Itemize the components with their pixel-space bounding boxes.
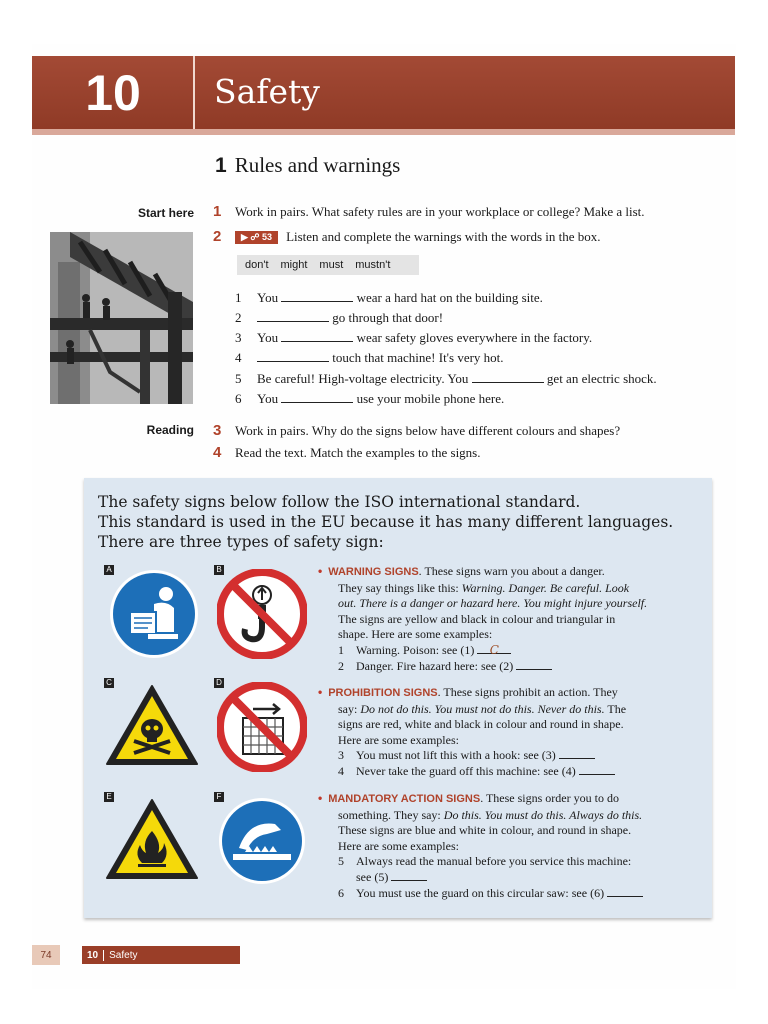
question-text: Read the text. Match the examples to the signs.	[235, 445, 481, 460]
answer-blank[interactable]	[257, 351, 329, 362]
question-number: 1	[213, 203, 222, 220]
exercise-text-after: wear a hard hat on the building site.	[356, 290, 543, 305]
answer-blank[interactable]	[281, 331, 353, 342]
paragraph-text: . These signs order you to do	[480, 791, 619, 805]
word-box-item: don't	[245, 259, 269, 271]
footer-chapter-title: Safety	[109, 949, 138, 961]
answer-blank[interactable]	[516, 659, 552, 670]
example-text: You must not lift this with a hook: see (3)	[356, 748, 556, 763]
reading-intro	[98, 492, 673, 552]
paragraph-text: . These signs prohibit an action. They	[437, 685, 618, 699]
example-text: Warning. Poison: see (1)	[356, 642, 475, 657]
answer-blank[interactable]	[472, 372, 544, 383]
example-text: Danger. Fire hazard here: see (2)	[356, 658, 514, 673]
banner-strip	[32, 129, 735, 135]
example-text: You must use the guard on this circular saw: see (6)	[356, 885, 605, 900]
example-text: see (5)	[356, 869, 389, 884]
exercise-number: 2	[235, 310, 242, 325]
word-box-item: mustn't	[355, 259, 391, 271]
prohibition-signs-paragraph	[318, 685, 698, 780]
paragraph-text: shape. Here are some examples:	[338, 627, 493, 642]
exercise-text-after: go through that door!	[332, 310, 444, 325]
exercise-item	[235, 371, 657, 387]
exercise-text-after: use your mobile phone here.	[356, 391, 505, 406]
use-saw-guard-sign-icon	[217, 796, 307, 886]
exercise-item	[235, 290, 543, 306]
mandatory-signs-paragraph	[318, 791, 698, 901]
construction-photo	[50, 232, 193, 404]
exercise-text-before: You	[257, 391, 279, 406]
answer-blank[interactable]	[607, 886, 643, 897]
exercise-item	[235, 391, 504, 407]
exercise-item	[235, 350, 504, 366]
word-box	[237, 255, 419, 275]
sign-label-f: F	[214, 792, 224, 802]
example-phrase: Warning. Danger. Be careful. Look	[461, 580, 630, 595]
warning-signs-paragraph	[318, 564, 698, 674]
section-number: 1	[215, 154, 227, 177]
question-1	[213, 203, 645, 220]
exercise-item	[235, 310, 443, 326]
exercise-text-before: You	[257, 330, 279, 345]
section-title	[215, 153, 400, 178]
intro-line: The safety signs below follow the ISO international standard.	[98, 493, 581, 511]
example-phrase: Do this. You must do this. Always do this.	[443, 807, 643, 822]
exercise-text-before: You	[257, 290, 279, 305]
section-title-text: Rules and warnings	[234, 153, 401, 177]
paragraph-text: signs are red, white and black in colour and round in shape.	[338, 717, 624, 732]
exercise-item	[235, 330, 592, 346]
answer-blank[interactable]	[281, 392, 353, 403]
paragraph-text: something. They say:	[338, 807, 444, 822]
start-here-label: Start here	[137, 206, 194, 220]
exercise-number: 6	[235, 391, 242, 406]
audio-track-button[interactable]: ▶ ☍ 53	[235, 231, 278, 244]
bullet-icon: •	[318, 685, 323, 699]
exercise-number: 5	[235, 371, 242, 386]
category-heading: WARNING SIGNS	[328, 566, 419, 578]
footer-chapter-bar	[82, 946, 240, 964]
paragraph-text: The signs are yellow and black in colour and triangular in	[338, 611, 616, 626]
exercise-text-after: get an electric shock.	[546, 371, 657, 386]
chapter-number: 10	[85, 65, 141, 121]
answer-blank[interactable]	[257, 311, 329, 322]
answer-blank[interactable]	[391, 870, 427, 881]
answer-blank[interactable]	[579, 764, 615, 775]
category-heading: PROHIBITION SIGNS	[328, 687, 438, 699]
word-box-item: might	[280, 259, 308, 271]
bullet-icon: •	[318, 564, 323, 578]
paragraph-text: say:	[338, 701, 361, 716]
example-number: 6	[338, 885, 344, 900]
example-number: 5	[338, 854, 344, 869]
sign-label-e: E	[104, 792, 114, 802]
answer-blank[interactable]	[477, 642, 511, 657]
question-text: Work in pairs. Why do the signs below have different colours and shapes?	[235, 423, 621, 438]
example-number: 2	[338, 658, 344, 673]
paragraph-text: These signs are blue and white in colour, and round in shape.	[338, 823, 632, 838]
bullet-icon: •	[318, 791, 323, 805]
sign-label-b: B	[214, 565, 224, 575]
question-text: Work in pairs. What safety rules are in your workplace or college? Make a list.	[235, 204, 645, 219]
example-number: 1	[338, 642, 344, 657]
sign-label-a: A	[104, 565, 114, 575]
category-heading: MANDATORY ACTION SIGNS	[328, 793, 481, 805]
paragraph-text: The	[604, 701, 627, 716]
intro-line: This standard is used in the EU because it has many different languages.	[98, 513, 674, 531]
banner-divider	[193, 56, 195, 130]
exercise-text-after: wear safety gloves everywhere in the factory.	[356, 330, 593, 345]
no-hook-lifting-sign-icon	[217, 569, 307, 659]
handwritten-answer: C	[489, 642, 499, 657]
exercise-number: 3	[235, 330, 242, 345]
intro-line: There are three types of safety sign:	[98, 533, 384, 551]
question-3	[213, 422, 620, 439]
question-4	[213, 444, 481, 461]
answer-blank[interactable]	[281, 291, 353, 302]
construction-photo-illustration	[50, 232, 193, 404]
paragraph-text: Here are some examples:	[338, 838, 459, 853]
page-number: 74	[32, 945, 60, 965]
no-guard-removal-sign-icon	[217, 682, 307, 772]
answer-blank[interactable]	[559, 748, 595, 759]
question-number: 4	[213, 444, 222, 461]
footer-chapter-number: 10	[82, 950, 104, 961]
paragraph-text: . These signs warn you about a danger.	[418, 564, 605, 578]
example-text: Never take the guard off this machine: see (4)	[356, 763, 576, 778]
chapter-title: Safety	[214, 72, 320, 111]
fire-hazard-warning-sign-icon	[104, 797, 200, 881]
question-number: 2	[213, 228, 222, 245]
poison-warning-sign-icon	[104, 683, 200, 767]
word-box-item: must	[319, 259, 344, 271]
paragraph-text: Here are some examples:	[338, 732, 459, 747]
reading-label: Reading	[146, 423, 194, 437]
exercise-number: 4	[235, 350, 242, 365]
paragraph-text: They say things like this:	[338, 580, 462, 595]
sign-label-d: D	[214, 678, 224, 688]
read-manual-sign-icon	[108, 568, 200, 660]
question-2	[213, 228, 601, 245]
example-text: Always read the manual before you service this machine:	[356, 854, 632, 869]
example-number: 3	[338, 748, 344, 763]
sign-label-c: C	[104, 678, 114, 688]
example-phrase: Do not do this. You must not do this. Never do this.	[360, 701, 605, 716]
exercise-text-before: Be careful! High-voltage electricity. You	[257, 371, 469, 386]
audio-track-number: 53	[262, 232, 273, 242]
exercise-number: 1	[235, 290, 242, 305]
example-number: 4	[338, 763, 344, 778]
example-phrase: out. There is a danger or hazard here. You might injure yourself.	[338, 596, 648, 611]
question-number: 3	[213, 422, 222, 439]
exercise-text-after: touch that machine! It's very hot.	[332, 350, 504, 365]
question-text: Listen and complete the warnings with the words in the box.	[286, 229, 601, 244]
